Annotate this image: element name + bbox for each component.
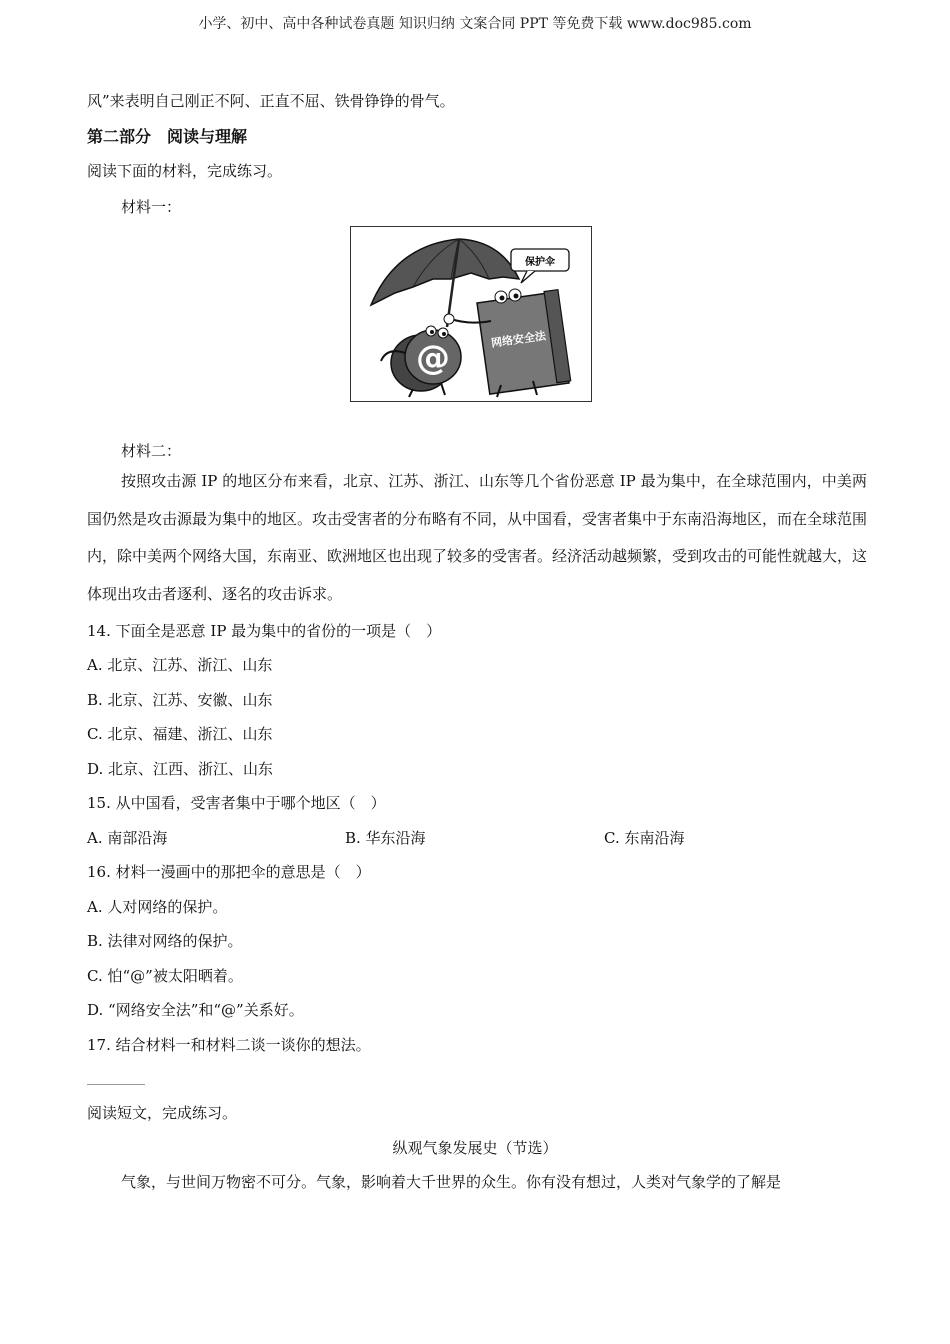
question-16: 16. 材料一漫画中的那把伞的意思是（ ） [87, 863, 371, 881]
book-title-text: 网络安全法 [490, 329, 547, 350]
cartoon-figure [350, 226, 592, 402]
q14-option-b: B. 北京、江苏、安徽、山东 [87, 691, 273, 709]
material-two-paragraph: 按照攻击源 IP 的地区分布来看，北京、江苏、浙江、山东等几个省份恶意 IP 最为集中，在全球范围内，中美两国仍然是攻击源最为集中的地区。攻击受害者的分布略有不同，从中国看，受害者集中于东南沿海地区，而在全球范围内，除中美两个网络大国，东南亚、欧洲地区也出现了较多的受害者。经济活动越频繁，受到攻击的可能性就越大，这体现出攻击者逐利、逐名的攻击诉求。 [87, 472, 868, 603]
q16-option-a: A. 人对网络的保护。 [87, 898, 228, 916]
speech-bubble-text: 保护伞 [525, 257, 555, 268]
q15-option-b: B. 华东沿海 [345, 829, 426, 847]
reading-instruction: 阅读短文，完成练习。 [87, 1104, 238, 1122]
article-first-line: 气象，与世间万物密不可分。气象，影响着大千世界的众生。你有没有想过，人类对气象学的了解是 [121, 1173, 782, 1191]
section-heading: 第二部分 阅读与理解 [87, 127, 248, 146]
instruction-text: 阅读下面的材料，完成练习。 [87, 162, 283, 180]
article-title: 纵观气象发展史（节选） [392, 1139, 558, 1157]
q16-option-c: C. 怕“@”被太阳晒着。 [87, 967, 243, 985]
q14-option-d: D. 北京、江西、浙江、山东 [87, 760, 274, 778]
question-15: 15. 从中国看，受害者集中于哪个地区（ ） [87, 794, 386, 812]
material-two-label: 材料二： [121, 442, 182, 460]
previous-text-end: 风”来表明自己刚正不阿、正直不屈、铁骨铮铮的骨气。 [87, 92, 455, 110]
page-header: 小学、初中、高中各种试卷真题 知识归纳 文案合同 PPT 等免费下载 www.doc985.com [198, 16, 752, 32]
q15-option-a: A. 南部沿海 [87, 829, 168, 847]
divider-line [87, 1084, 145, 1085]
q16-option-d: D. “网络安全法”和“@”关系好。 [87, 1001, 304, 1019]
question-17: 17. 结合材料一和材料二谈一谈你的想法。 [87, 1036, 371, 1054]
q16-option-b: B. 法律对网络的保护。 [87, 932, 243, 950]
q14-option-c: C. 北京、福建、浙江、山东 [87, 725, 273, 743]
q14-option-a: A. 北京、江苏、浙江、山东 [87, 656, 273, 674]
at-symbol-text: @ [416, 338, 450, 378]
question-14: 14. 下面全是恶意 IP 最为集中的省份的一项是（ ） [87, 622, 442, 640]
material-one-label: 材料一： [121, 198, 182, 216]
cartoon-illustration [351, 227, 590, 400]
q15-option-c: C. 东南沿海 [604, 829, 685, 847]
